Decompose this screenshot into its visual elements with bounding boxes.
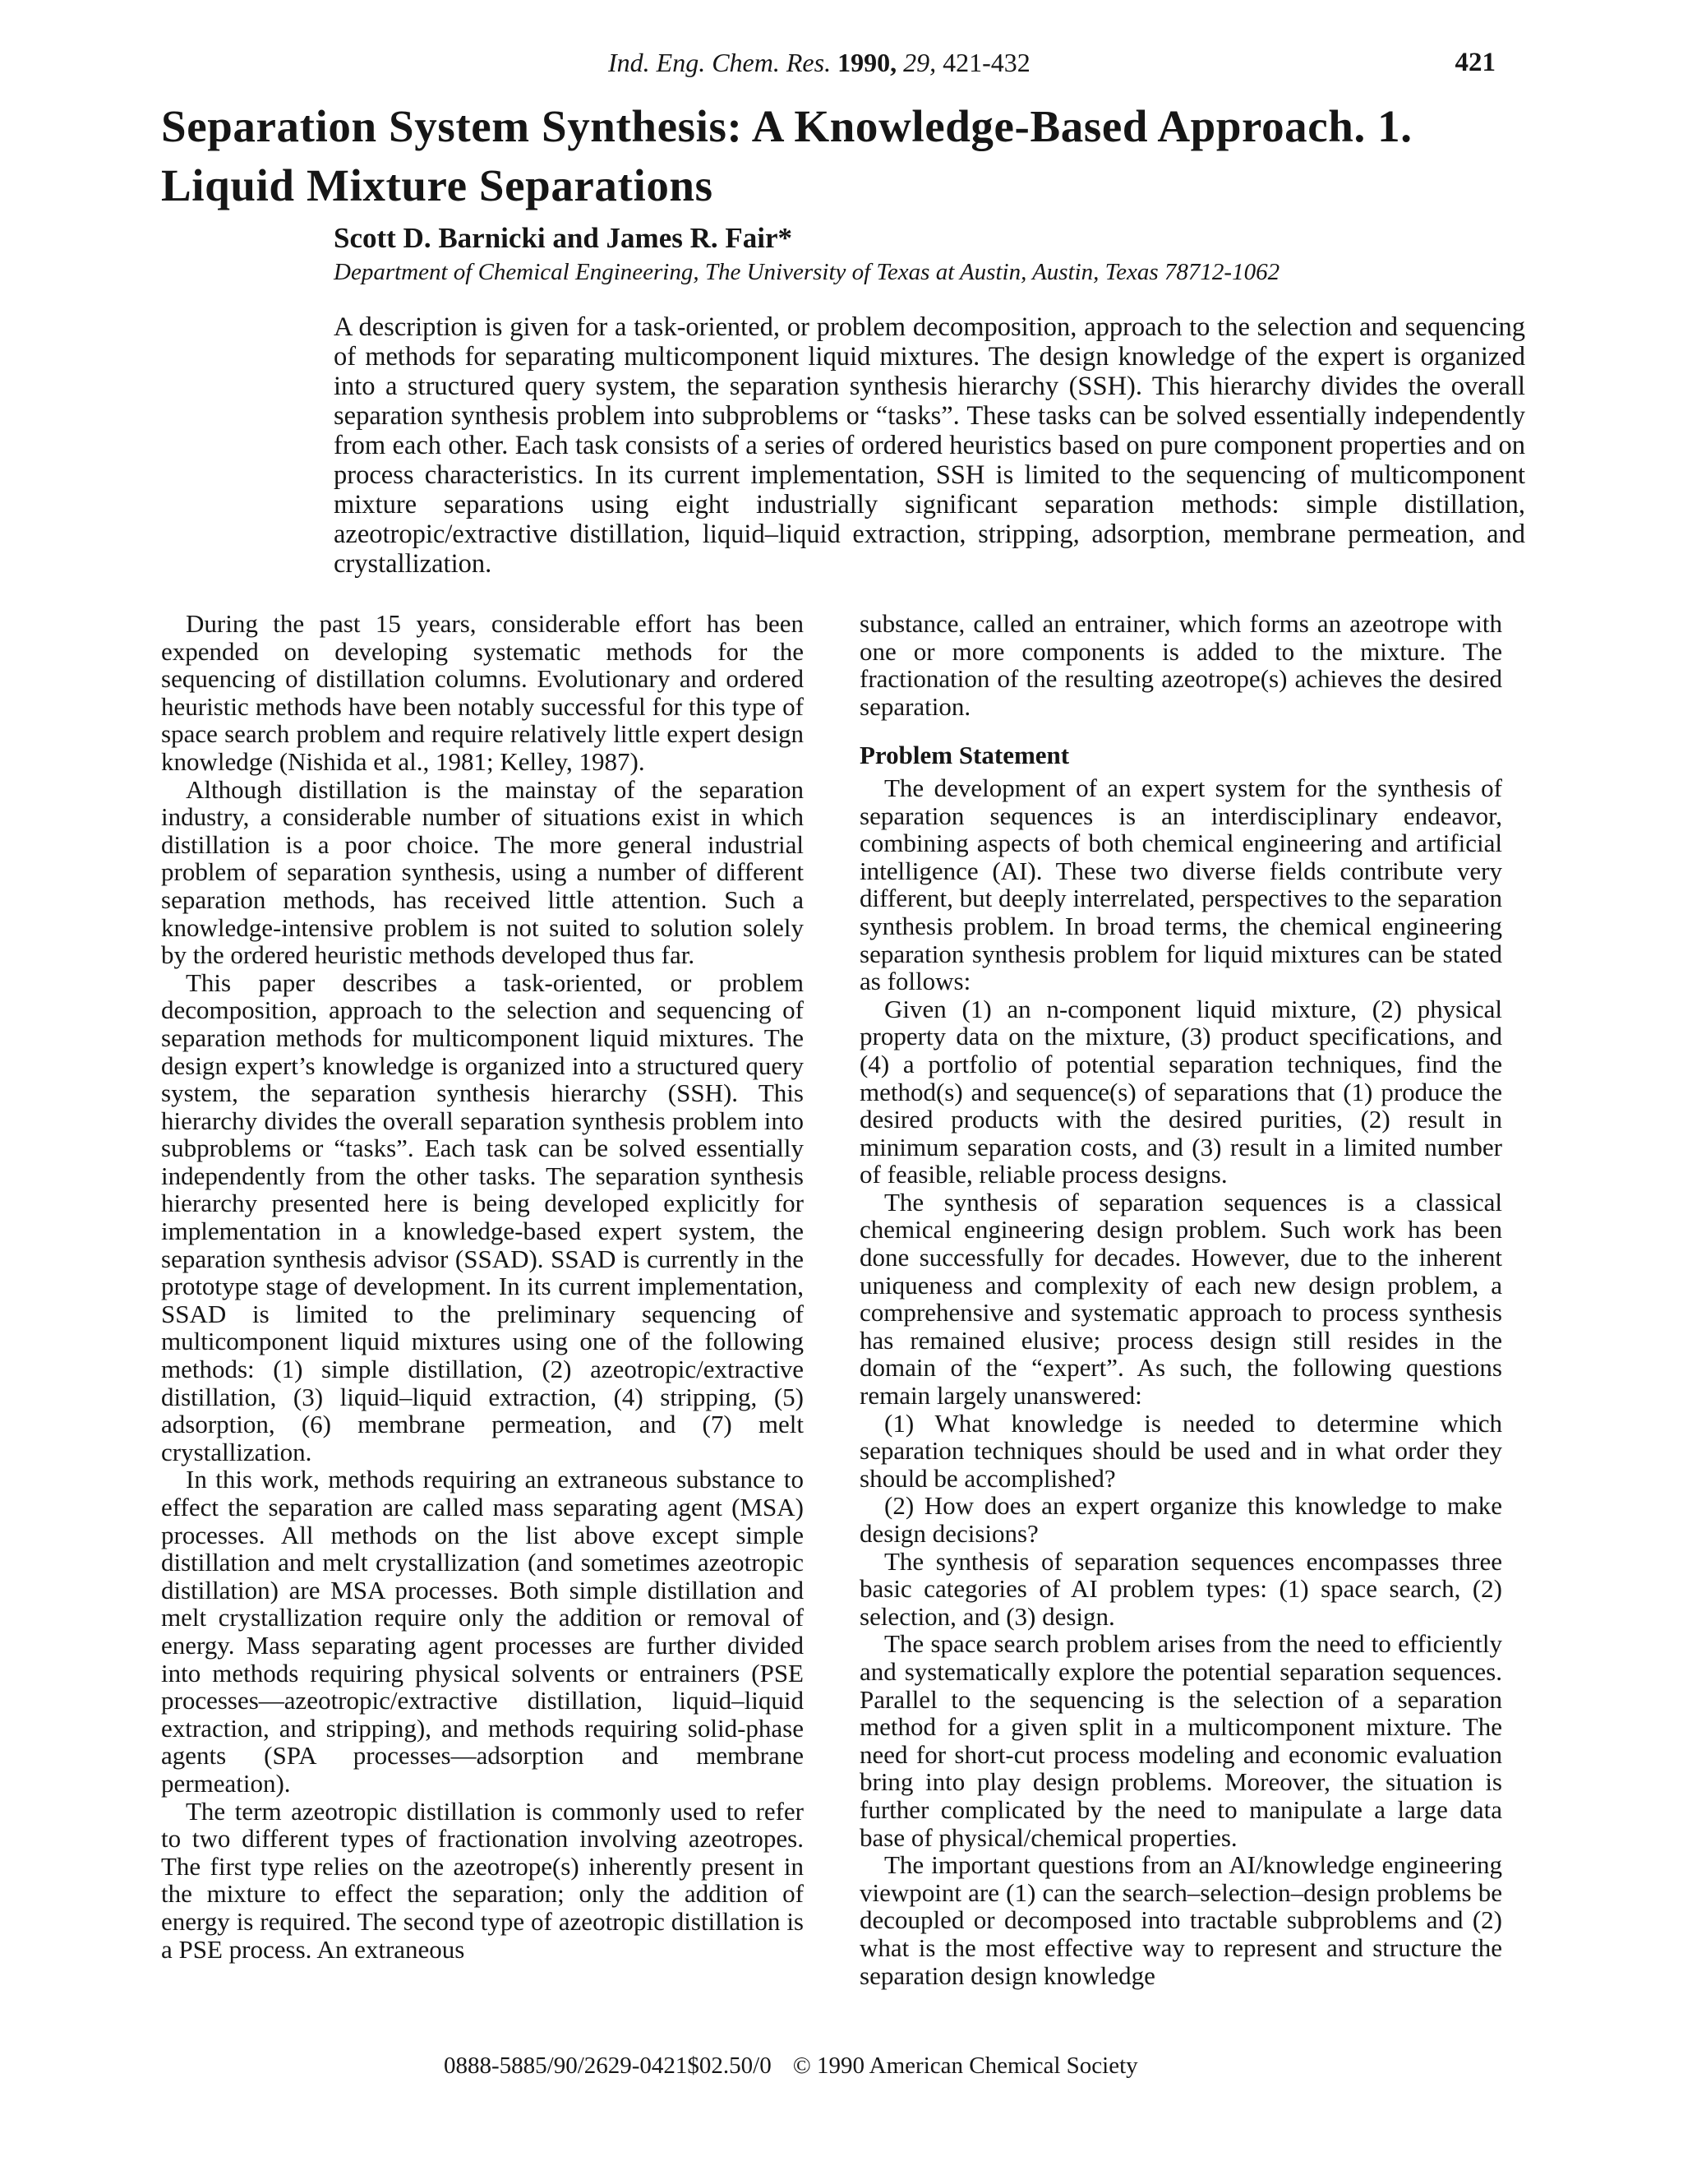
paragraph: The space search problem arises from the need to efficiently and systematically explore the potential separation sequences. Parallel to the sequencing is the selection of a separation method for a given split in a multicomponent mixture. The need for short-cut process modeling and economic evaluation bring into play design problems. Moreover, the situation is further complicated by the need to manipulate a large data base of physical/chemical properties. [860, 1629, 1502, 1852]
journal-volume: 29, [903, 48, 937, 77]
paragraph: (1) What knowledge is needed to determine which separation techniques should be used and in what order they should be accomplished? [860, 1408, 1502, 1493]
page-footer [444, 2052, 1266, 2080]
article-title: Separation System Synthesis: A Knowledge-Based Approach. 1. Liquid Mixture Separations [161, 101, 1413, 210]
abstract: A description is given for a task-oriented, or problem decomposition, approach to the selection and sequencing of methods for separating multicomponent liquid mixtures. The design knowledge of the expert is organized into a structured query system, the separation synthesis hierarchy (SSH). This hierarchy divides the overall separation synthesis problem into subproblems or “tasks”. These tasks can be solved essentially independently from each other. Each task consists of a series of ordered heuristics based on pure component properties and on process characteristics. In its current implementation, SSH is limited to the sequencing of multicomponent mixture separations using eight industrially significant separation methods: simple distillation, azeotropic/extractive distillation, liquid–liquid extraction, stripping, adsorption, membrane permeation, and crystallization. [334, 312, 1525, 579]
paragraph: The development of an expert system for the synthesis of separation sequences is an interdisciplinary endeavor, combining aspects of both chemical engineering and artificial intelligence (AI). These two diverse fields contribute very different, but deeply interrelated, perspectives to the separation synthesis problem. In broad terms, the chemical engineering separation synthesis problem for liquid mixtures can be stated as follows: [860, 773, 1502, 996]
paragraph: This paper describes a task-oriented, or problem decomposition, approach to the selection and sequencing of separation methods for multicomponent liquid mixtures. The design expert’s knowledge is organized into a structured query system, the separation synthesis hierarchy (SSH). This hierarchy divides the overall separation synthesis problem into subproblems or “tasks”. Each task can be solved essentially independently from the other tasks. The separation synthesis hierarchy presented here is being developed explicitly for implementation in a knowledge-based expert system, the separation synthesis advisor (SSAD). SSAD is currently in the prototype stage of development. In its current implementation, SSAD is limited to the preliminary sequencing of multicomponent liquid mixtures using one of the following methods: (1) simple distillation, (2) azeotropic/extractive distillation, (3) liquid–liquid extraction, (4) stripping, (5) adsorption, (6) membrane permeation, and (7) melt crystallization. [161, 967, 804, 1466]
paragraph: Given (1) an n-component liquid mixture, (2) physical property data on the mixture, (3) product specifications, and (4) a portfolio of potential separation techniques, find the method(s) and sequence(s) of separations that (1) produce the desired products with the desired purities, (2) result in minimum separation costs, and (3) result in a limited number of feasible, reliable process designs. [860, 994, 1502, 1189]
section-heading: Problem Statement [860, 741, 1070, 770]
page-number: 421 [1455, 48, 1496, 77]
paragraph: The important questions from an AI/knowledge engineering viewpoint are (1) can the search–selection–design problems be decoupled or decomposed into tractable subproblems and (2) what is the most effective way to represent and structure the separation design knowledge [860, 1850, 1502, 1990]
author-affiliation: Department of Chemical Engineering, The University of Texas at Austin, Austin, Texas 78712-1062 [334, 259, 1280, 285]
running-head [608, 48, 1101, 78]
journal-year: 1990, [837, 48, 897, 77]
paragraph: The term azeotropic distillation is commonly used to refer to two different types of fractionation involving azeotropes. The first type relies on the azeotrope(s) inherently present in the mixture to effect the separation; only the addition of energy is required. The second type of azeotropic distillation is a PSE process. An extraneous [161, 1796, 804, 1964]
article-code: 0888-5885/90/2629-0421$02.50/0 [444, 2052, 772, 2079]
right-column [860, 610, 1502, 1989]
copyright-notice: © 1990 American Chemical Society [792, 2052, 1138, 2079]
paragraph: In this work, methods requiring an extraneous substance to effect the separation are called mass separating agent (MSA) processes. All methods on the list above except simple distillation and melt crystallization (and sometimes azeotropic distillation) are MSA processes. Both simple distillation and melt crystallization require only the addition or removal of energy. Mass separating agent processes are further divided into methods requiring physical solvents or entrainers (PSE processes—azeotropic/extractive distillation, liquid–liquid extraction, and stripping), and methods requiring solid-phase agents (SPA processes—adsorption and membrane permeation). [161, 1465, 804, 1798]
paragraph-continuation: substance, called an entrainer, which forms an azeotrope with one or more components is added to the mixture. The fractionation of the resulting azeotrope(s) achieves the desired separation. [860, 609, 1502, 721]
journal-name: Ind. Eng. Chem. Res. [608, 48, 832, 77]
paragraph: Although distillation is the mainstay of the separation industry, a considerable number of situations exist in which distillation is a poor choice. The more general industrial problem of separation synthesis, using a number of different separation methods, has received little attention. Such a knowledge-intensive problem is not suited to solution solely by the ordered heuristic methods developed thus far. [161, 774, 804, 970]
paragraph: During the past 15 years, considerable effort has been expended on developing systematic methods for the sequencing of distillation columns. Evolutionary and ordered heuristic methods have been notably successful for this type of space search problem and require relatively little expert design knowledge (Nishida et al., 1981; Kelley, 1987). [161, 609, 804, 776]
paragraph: The synthesis of separation sequences encompasses three basic categories of AI problem types: (1) space search, (2) selection, and (3) design. [860, 1546, 1502, 1631]
journal-pages: 421-432 [943, 48, 1031, 77]
left-column [161, 610, 804, 1963]
paragraph: The synthesis of separation sequences is a classical chemical engineering design problem. Such work has been done successfully for decades. However, due to the inherent uniqueness and complexity of each new design problem, a comprehensive and systematic approach to process synthesis has remained elusive; process design still resides in the domain of the “expert”. As such, the following questions remain largely unanswered: [860, 1187, 1502, 1411]
paragraph: (2) How does an expert organize this knowledge to make design decisions? [860, 1491, 1502, 1548]
article-authors: Scott D. Barnicki and James R. Fair* [334, 222, 793, 254]
